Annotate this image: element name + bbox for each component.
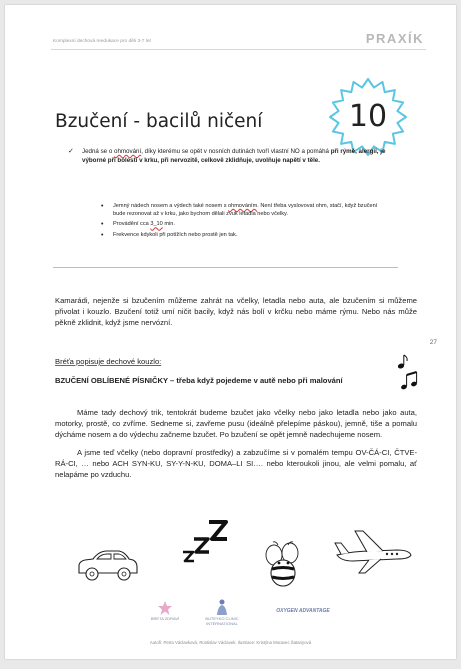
list-item: • Frekvence kdykoli při potížích nebo prostě jen tak. [101,232,381,240]
music-notes-icon [395,353,419,393]
section-divider [53,267,398,268]
person-logo-icon [215,599,229,615]
body-paragraph: A jsme teď včelky (nebo dopravní prostředky) a zabzučíme si v pomalém tempu OV-ČÁ-CI, ČTVE-RÁ-CI, … nebo ACH SYN-KU, SY-Y-N-KU, DOMA–LI SI…. nebo kteroukoli jinou, ale velmi pomalu, ať nelapáme po vzduchu. [55,447,417,480]
star-logo-icon [158,601,172,615]
instructions-body [55,407,417,486]
partner-logos [5,599,456,629]
header-brand: PRAXÍK [365,31,424,46]
logo-breta: BRETA ZDRAVÍ [145,601,185,621]
credits: Autoři: Petra Václavková, Rostislav Václavek. Ilustrace: Kristýna Moravec Šatanyová [149,640,312,645]
song-heading: BZUČENÍ OBLÍBENÉ PÍSNIČKY – třeba když pojedeme v autě nebo při malování [55,376,343,385]
intro-text: Jedná se o ohmování, díky kterému se opět v nosních dutinách tvoří vlastní NO a pomáhá při rýmě, alergii, je výborné při bolesti v krku, při nervozitě, celkově zklidňuje, uvolňuje napětí v těle. [82,148,386,164]
list-item: • Provádění cca 3_10 min. [101,221,381,229]
bee-icon [260,541,308,591]
page-title: Bzučení - bacilů ničení [55,111,263,132]
logo-buteyko: BUTEYKO CLINIC INTERNATIONAL [191,599,253,626]
page-number: 27 [429,339,437,346]
zzz-sleep-icon [181,519,229,563]
header-divider [51,49,426,50]
intro-block [68,148,386,166]
kids-paragraph: Kamarádi, nejenže si bzučením můžeme zahrát na včelky, letadla nebo auta, ale bzučením si můžeme přivolat i kouzlo. Bzučení totiž umí ničit bacily, když nás bolí v krčku nebo máme rýmu. Nebo nás může pěkně zklidnit, když jsme nervózní. [55,296,417,328]
intro-bold: při rýmě, alergii, je výborné při bolesti v krku, při nervozitě, celkově zklidňuje, uvolňuje napětí v těle. [82,148,386,164]
list-item: • Jemný nádech nosem a výdech také nosem s ohmováním. Není třeba vyslovovat ohm, stačí, když bzučení bude rezonovat až v krku, jako bychom dělali zvuk letadla nebo včelky. [101,203,381,218]
body-paragraph: Máme tady dechový trik, tentokrát budeme bzučet jako včelky nebo jako letadla nebo jako auta, motorky, prostě, co zvříme. Sedneme si, zavřeme pusu (ideálně přelepíme páskou), jemně, tiše a pomalu dýcháme nosem a do výdechu začneme bzučet. Po bzučení se opět jemně nadechujeme nosem. [55,408,417,440]
spell-marked-word: ohmování [114,148,142,155]
checkmark-icon: ✓ [68,148,74,155]
logo-oxygen-advantage: OXYGEN ADVANTAGE [276,608,330,614]
exercise-number: 10 [348,99,388,134]
airplane-icon [333,525,413,575]
document-page [5,5,456,659]
header-subtitle: Komplexní dechová reedukace pro děti 3-7 let [53,39,151,44]
instruction-list [101,203,381,243]
lead-line: Bréťa popisuje dechové kouzlo: [55,357,162,366]
car-icon [75,545,139,585]
